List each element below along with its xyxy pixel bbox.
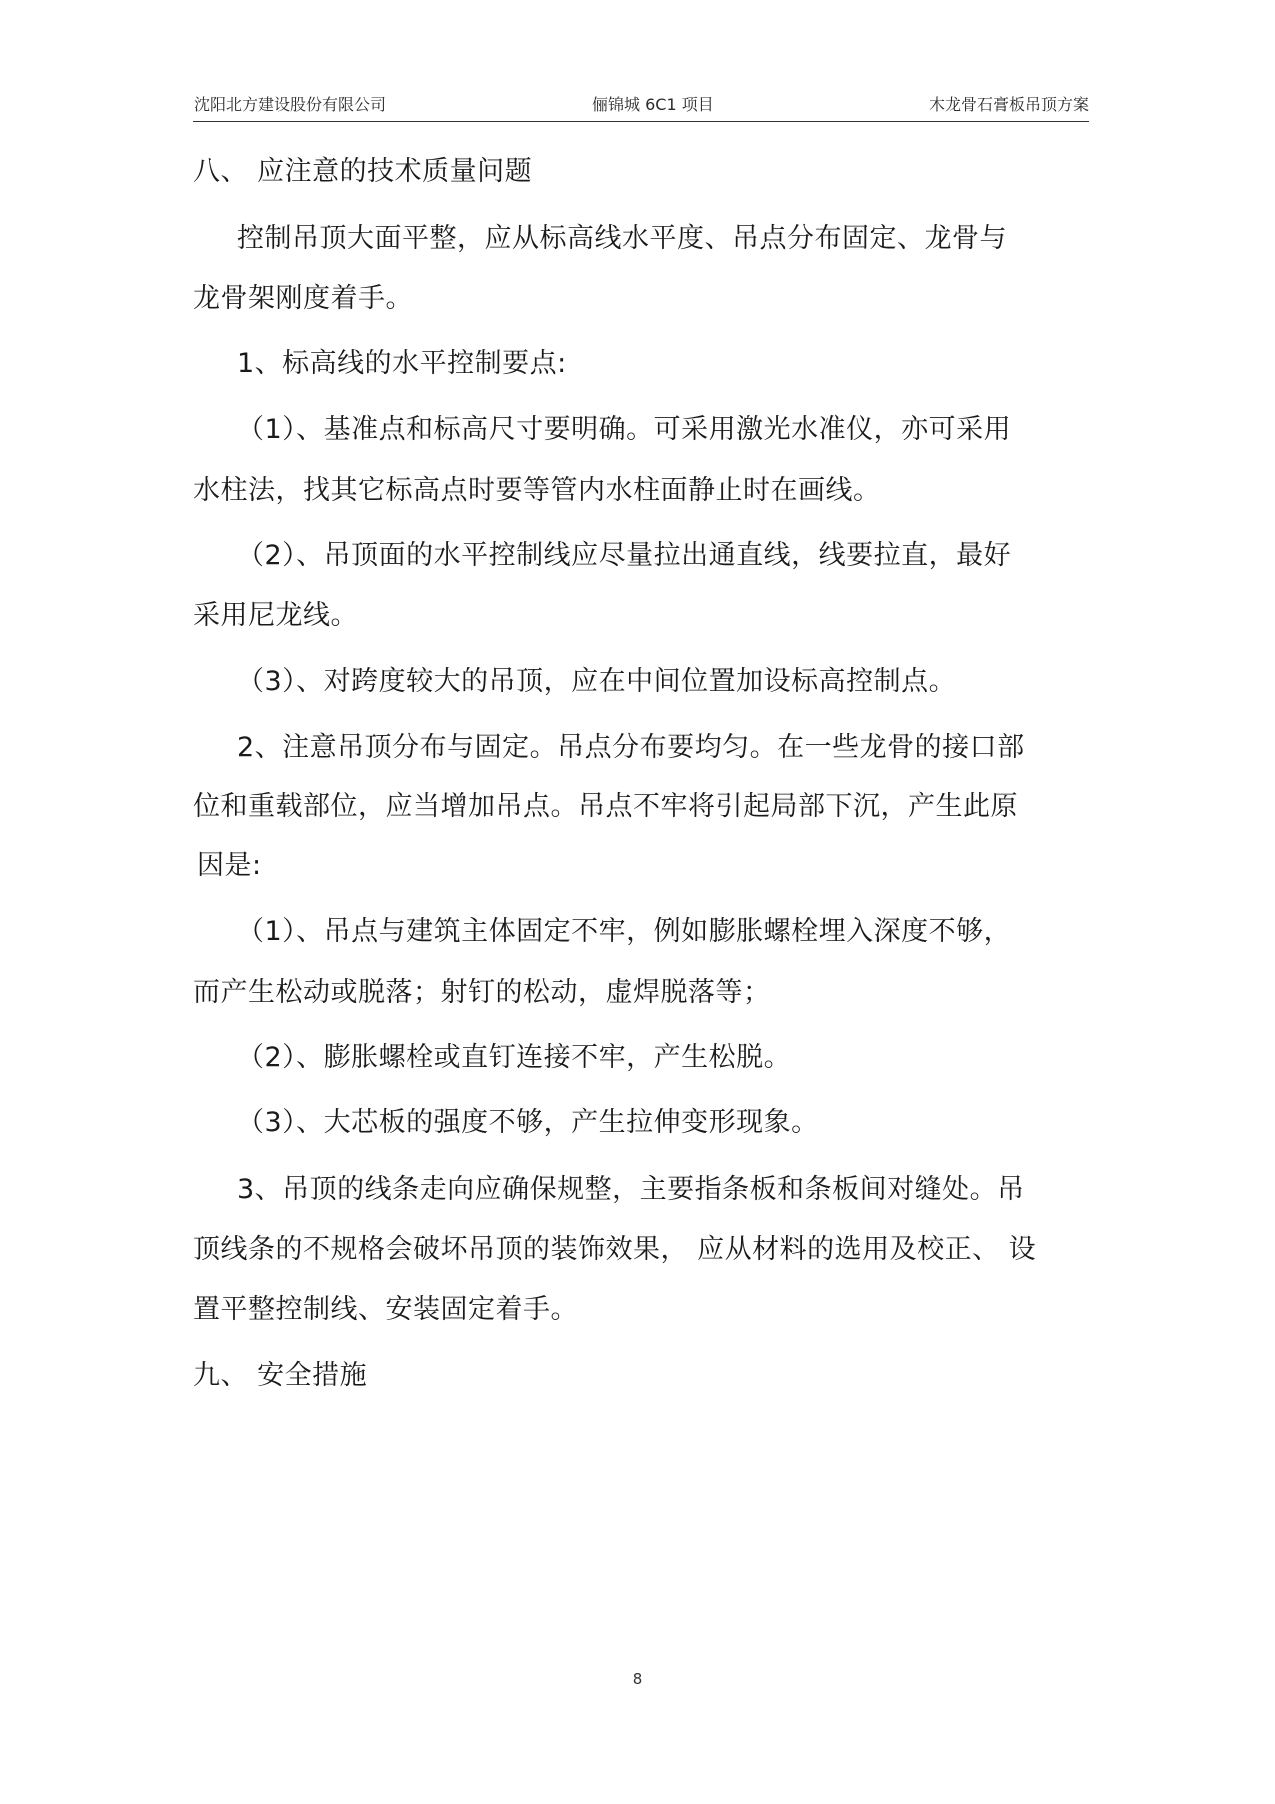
paragraph-line: 因是: xyxy=(197,850,262,881)
paragraph-line: 水柱法，找其它标高点时要等管内水柱面静止时在画线。 xyxy=(193,475,881,506)
paragraph-line: 龙骨架刚度着手。 xyxy=(193,283,413,314)
page-number: 8 xyxy=(632,1670,643,1688)
paragraph-line: 顶线条的不规格会破坏吊顶的装饰效果， 应从材料的选用及校正、 设 xyxy=(193,1234,1037,1265)
header-divider xyxy=(193,121,1089,122)
header-project: 俪锦城 6C1 项目 xyxy=(592,95,714,114)
list-item-2-1: （1）、吊点与建筑主体固定不牢，例如膨胀螺栓埋入深度不够， xyxy=(237,916,1012,947)
subheading-2: 2、注意吊顶分布与固定。吊点分布要均匀。在一些龙骨的接口部 xyxy=(237,732,1025,763)
paragraph-line: 位和重载部位，应当增加吊点。吊点不牢将引起局部下沉，产生此原 xyxy=(193,791,1018,822)
paragraph-line: 置平整控制线、安装固定着手。 xyxy=(193,1294,578,1325)
paragraph-line: 采用尼龙线。 xyxy=(193,600,358,631)
list-item-1-1: （1）、基准点和标高尺寸要明确。可采用激光水准仪，亦可采用 xyxy=(237,414,1012,445)
header-doc-title: 木龙骨石膏板吊顶方案 xyxy=(928,95,1089,114)
list-item-1-3: （3）、对跨度较大的吊顶，应在中间位置加设标高控制点。 xyxy=(237,666,957,697)
paragraph-line: 而产生松动或脱落；射钉的松动，虚焊脱落等； xyxy=(193,977,771,1008)
list-item-2-3: （3）、大芯板的强度不够，产生拉伸变形现象。 xyxy=(237,1107,819,1138)
header-company: 沈阳北方建设股份有限公司 xyxy=(194,95,387,114)
paragraph-line: 控制吊顶大面平整，应从标高线水平度、吊点分布固定、龙骨与 xyxy=(237,223,1007,254)
section-heading-9: 九、 安全措施 xyxy=(193,1360,368,1391)
section-heading-8: 八、 应注意的技术质量问题 xyxy=(193,156,533,187)
list-item-2-2: （2）、膨胀螺栓或直钉连接不牢，产生松脱。 xyxy=(237,1042,792,1073)
subheading-3: 3、吊顶的线条走向应确保规整，主要指条板和条板间对缝处。吊 xyxy=(237,1174,1025,1205)
subheading-1: 1、标高线的水平控制要点: xyxy=(237,348,567,379)
list-item-1-2: （2）、吊顶面的水平控制线应尽量拉出通直线，线要拉直，最好 xyxy=(237,540,1012,571)
